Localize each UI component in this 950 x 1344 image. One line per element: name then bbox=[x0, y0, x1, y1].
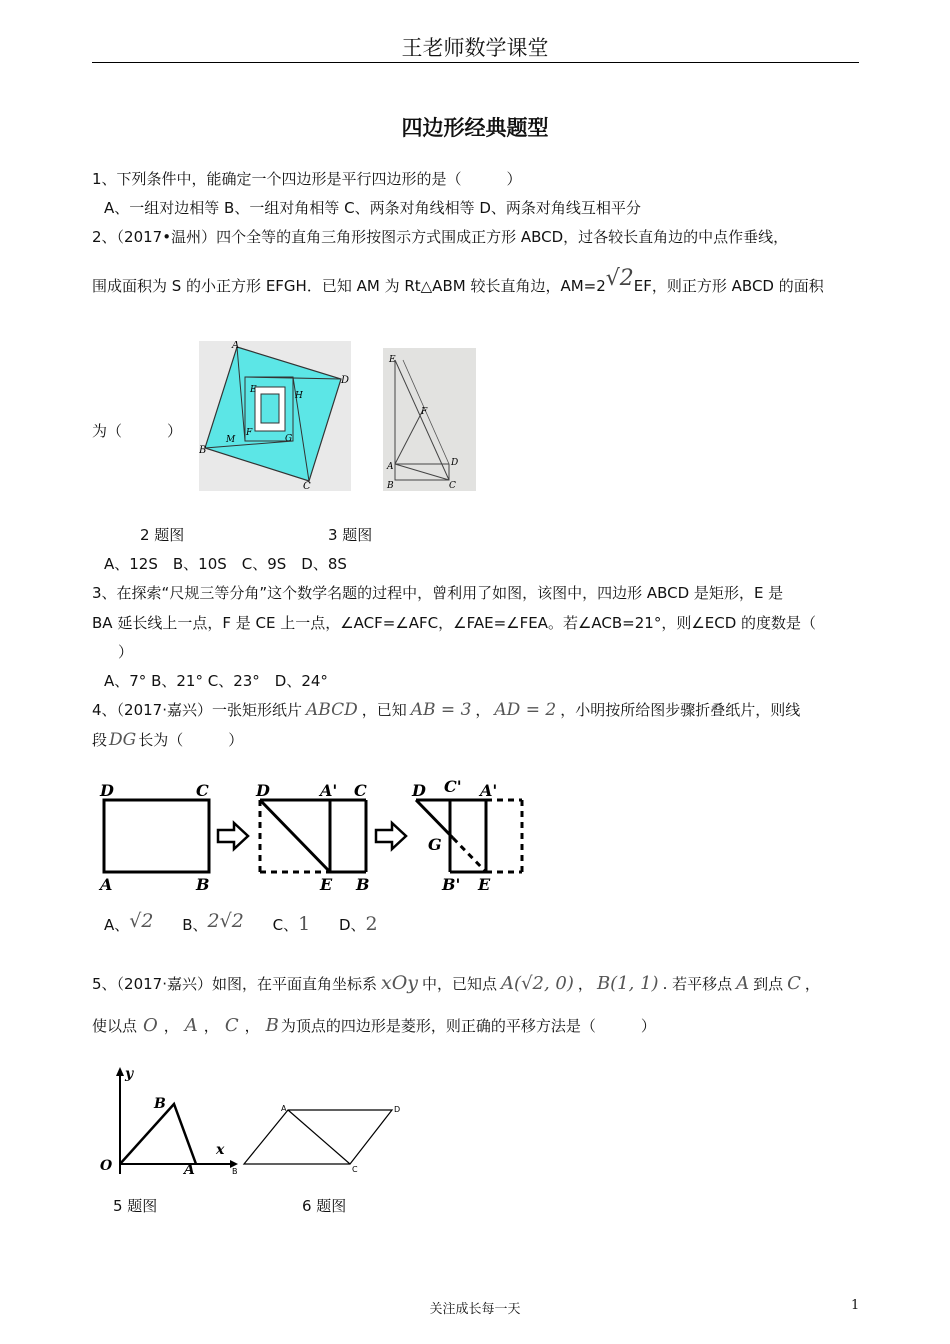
fold3-diagonal-dashed bbox=[453, 838, 486, 872]
diagonal-ac bbox=[288, 1110, 350, 1164]
fig6-label-d: D bbox=[394, 1105, 401, 1114]
q4-option-a-value: √2 bbox=[129, 910, 154, 932]
fold3-label-g: G bbox=[428, 835, 442, 854]
fig2-label-d: D bbox=[341, 375, 350, 386]
fig6-label-c: C bbox=[352, 1165, 358, 1174]
q5-math-o: O bbox=[143, 1015, 158, 1036]
small-square-efgh bbox=[261, 394, 279, 423]
q5-line1 bbox=[92, 972, 820, 994]
figure-4-folding-steps bbox=[98, 778, 528, 896]
fold2-label-c: C bbox=[354, 781, 367, 800]
q5-line2-pre: 使以点 bbox=[92, 1017, 138, 1035]
fig5-label-a: A bbox=[184, 1162, 195, 1178]
q5-math-c: C bbox=[787, 973, 801, 994]
fig3-label-e: E bbox=[389, 355, 396, 365]
fold2-label-b: B bbox=[356, 875, 370, 894]
fold3-label-aprime: A' bbox=[480, 781, 498, 800]
fold1-label-b: B bbox=[196, 875, 210, 894]
caption-figure-2: 2 题图 bbox=[140, 526, 185, 544]
fig3-label-d: D bbox=[451, 458, 459, 468]
q4-line2-pre: 段 bbox=[92, 731, 108, 749]
q5-math-a: A bbox=[736, 973, 750, 994]
q4-line1-pre: 4、（2017·嘉兴）一张矩形纸片 bbox=[92, 701, 302, 719]
fig5-label-b: B bbox=[154, 1096, 166, 1112]
q5-line1-mid3: . 若平移点 bbox=[662, 975, 733, 993]
fig2-label-g: G bbox=[285, 434, 293, 444]
fig5-label-o: O bbox=[100, 1158, 113, 1174]
q5-line1-mid4: 到点 bbox=[753, 975, 784, 993]
q4-option-a: A、 bbox=[104, 916, 130, 934]
fold2-label-aprime: A' bbox=[320, 781, 338, 800]
figure-6-parallelogram bbox=[226, 1100, 406, 1180]
fold-arrow-1 bbox=[218, 823, 248, 849]
q1-options: A、一组对边相等 B、一组对角相等 C、两条对角线相等 D、两条对角线互相平分 bbox=[104, 199, 641, 217]
q5-math-a3: A bbox=[184, 1015, 198, 1036]
q4-line1-post: ，小明按所给图步骤折叠纸片，则线 bbox=[560, 701, 801, 719]
q5-line1-mid2: ， bbox=[577, 975, 593, 993]
q4-line1-mid2: ， bbox=[475, 701, 491, 719]
q5-math-point-b: B(1, 1) bbox=[596, 973, 659, 994]
q5-math-point-a: A(√2, 0) bbox=[501, 973, 574, 994]
q3-line1: 3、在探索“尺规三等分角”这个数学名题的过程中，曾利用了如图，该图中，四边形 ABCD 是矩形，E 是 bbox=[92, 584, 784, 602]
fig2-label-b: B bbox=[199, 445, 207, 456]
header-title: 王老师数学课堂 bbox=[401, 36, 549, 60]
segments-ob-ba bbox=[120, 1104, 196, 1164]
q4-option-b: B、 bbox=[182, 916, 208, 934]
fig2-label-f: F bbox=[246, 428, 253, 438]
q5-math-xoy: xOy bbox=[381, 972, 419, 994]
q1-stem: 1、下列条件中，能确定一个四边形是平行四边形的是（ ） bbox=[92, 170, 522, 188]
fig2-label-m: M bbox=[226, 435, 236, 445]
q2-line2-post: EF，则正方形 ABCD 的面积 bbox=[633, 277, 824, 295]
q5-sep-3: ， bbox=[244, 1017, 260, 1035]
fold2-diagonal-de bbox=[260, 800, 330, 872]
figure-2-square bbox=[199, 341, 351, 491]
q4-math-abcd: ABCD bbox=[306, 700, 358, 720]
footer-text: 关注成长每一天 bbox=[429, 1302, 521, 1317]
fold3-label-e: E bbox=[478, 875, 491, 894]
q4-option-c: C、 bbox=[272, 916, 299, 934]
fig2-label-a: A bbox=[232, 341, 240, 351]
fig3-label-f: F bbox=[421, 407, 428, 417]
q5-math-c2: C bbox=[224, 1015, 239, 1036]
y-axis-arrow bbox=[116, 1067, 124, 1076]
fig3-label-c: C bbox=[449, 481, 456, 491]
caption-figure-5: 5 题图 bbox=[113, 1197, 158, 1215]
q4-line1 bbox=[92, 699, 800, 720]
q2-sqrt2: √2 bbox=[605, 266, 634, 291]
q4-option-b-value: 2√2 bbox=[207, 910, 244, 932]
q4-math-ab: AB = 3 bbox=[410, 700, 472, 720]
q4-options bbox=[104, 910, 378, 935]
fold3-label-d: D bbox=[412, 781, 426, 800]
q3-line3: ） bbox=[118, 643, 134, 661]
fold-step1-rect bbox=[104, 800, 209, 872]
page-number: 1 bbox=[851, 1298, 860, 1313]
q4-line2-post: 长为（ ） bbox=[138, 731, 244, 749]
fig2-label-h: H bbox=[295, 391, 303, 401]
fold2-label-d: D bbox=[256, 781, 270, 800]
fold-arrow-2 bbox=[376, 823, 406, 849]
q4-option-c-value: 1 bbox=[298, 913, 311, 935]
q4-option-d: D、 bbox=[338, 916, 366, 934]
q5-sep-2: ， bbox=[203, 1017, 219, 1035]
q3-line2: BA 延长线上一点，F 是 CE 上一点，∠ACF=∠AFC，∠FAE=∠FEA。若∠ACB=21°，则∠ECD 的度数是（ bbox=[92, 614, 817, 632]
q5-line1-post: ， bbox=[804, 975, 820, 993]
figure-5-coordinate-plane bbox=[92, 1062, 242, 1180]
q4-line1-mid1: ，已知 bbox=[361, 701, 407, 719]
fold3-label-bprime: B' bbox=[442, 875, 461, 894]
q5-sep-1: ， bbox=[163, 1017, 179, 1035]
fold1-label-a: A bbox=[100, 875, 113, 894]
fold1-label-d: D bbox=[100, 781, 114, 800]
q2-line2-pre: 围成面积为 S 的小正方形 EFGH．已知 AM 为 Rt△ABM 较长直角边，AM=2 bbox=[92, 277, 606, 295]
q5-line1-mid1: 中，已知点 bbox=[422, 975, 498, 993]
q4-line2 bbox=[92, 729, 243, 750]
q5-line2 bbox=[92, 1015, 656, 1036]
fold2-label-e: E bbox=[320, 875, 333, 894]
caption-figure-3: 3 题图 bbox=[328, 526, 373, 544]
fig5-label-y: y bbox=[125, 1066, 134, 1082]
header-divider bbox=[92, 62, 859, 63]
q5-line1-pre: 5、（2017·嘉兴）如图，在平面直角坐标系 bbox=[92, 975, 377, 993]
fold3-label-cprime: C' bbox=[444, 778, 462, 796]
q3-options: A、7° B、21° C、23° D、24° bbox=[104, 672, 328, 690]
caption-figure-6: 6 题图 bbox=[302, 1197, 347, 1215]
q4-option-d-value: 2 bbox=[365, 913, 378, 935]
q2-line3: 为（ ） bbox=[92, 422, 183, 440]
q4-math-dg: DG bbox=[109, 730, 137, 750]
q5-line2-post: 为顶点的四边形是菱形，则正确的平移方法是（ ） bbox=[280, 1017, 656, 1035]
fold3-diagonal-solid bbox=[416, 800, 453, 838]
fig2-label-e: E bbox=[250, 385, 257, 395]
fig5-label-x: x bbox=[216, 1142, 225, 1158]
q2-line1: 2、（2017•温州）四个全等的直角三角形按图示方式围成正方形 ABCD，过各较长直角边的中点作垂线， bbox=[92, 228, 789, 246]
fig2-label-c: C bbox=[303, 481, 311, 491]
q2-options: A、12S B、10S C、9S D、8S bbox=[104, 555, 347, 573]
parallelogram-abcd bbox=[244, 1110, 392, 1164]
document-title: 四边形经典题型 bbox=[401, 116, 549, 140]
q4-math-ad: AD = 2 bbox=[494, 700, 557, 720]
figure-3-construction bbox=[383, 348, 476, 491]
fold1-label-c: C bbox=[196, 781, 209, 800]
fig3-label-a: A bbox=[387, 462, 394, 472]
fig3-label-b: B bbox=[387, 481, 394, 491]
fig6-label-a: A bbox=[281, 1104, 287, 1113]
fig6-label-b: B bbox=[232, 1167, 238, 1176]
q5-math-b2: B bbox=[265, 1015, 279, 1036]
q2-line2 bbox=[92, 266, 824, 297]
